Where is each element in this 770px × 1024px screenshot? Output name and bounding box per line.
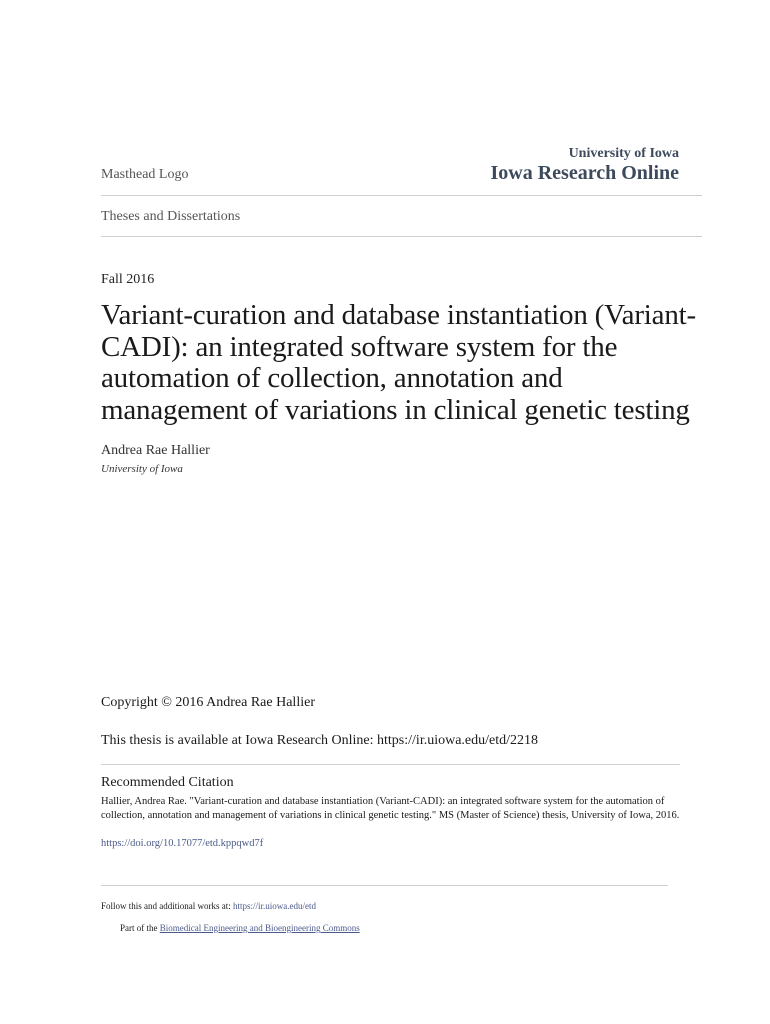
follow-link[interactable]: https://ir.uiowa.edu/etd bbox=[233, 901, 316, 911]
footer-divider bbox=[101, 885, 668, 886]
partof-label: Part of the bbox=[120, 923, 160, 933]
university-name[interactable]: University of Iowa bbox=[568, 146, 679, 161]
partof-line bbox=[120, 923, 360, 933]
series-divider bbox=[101, 236, 702, 237]
document-title[interactable]: Variant-curation and database instantiation (Variant-CADI): an integrated software system for the automation of collection, annotation and management of variations in clinical genetic testing bbox=[101, 299, 696, 426]
repository-name[interactable]: Iowa Research Online bbox=[490, 162, 679, 184]
citation-text: Hallier, Andrea Rae. "Variant-curation and database instantiation (Variant-CADI): an integrated software system for the automation of collection, annotation and management of variations in clinical genetic testing." MS (Master of Science) thesis, University of Iowa, 2016. bbox=[101, 796, 680, 821]
copyright-notice: Copyright © 2016 Andrea Rae Hallier bbox=[101, 695, 315, 710]
author-affiliation: University of Iowa bbox=[101, 463, 183, 475]
partof-link[interactable]: Biomedical Engineering and Bioengineering Commons bbox=[159, 923, 360, 933]
citation-divider bbox=[101, 764, 680, 765]
masthead-logo[interactable]: Masthead Logo bbox=[101, 167, 189, 182]
header-divider bbox=[101, 195, 702, 196]
author-name[interactable]: Andrea Rae Hallier bbox=[101, 443, 210, 458]
series-link[interactable]: Theses and Dissertations bbox=[101, 209, 241, 224]
availability-statement: This thesis is available at Iowa Research Online: https://ir.uiowa.edu/etd/2218 bbox=[101, 733, 539, 748]
publication-date: Fall 2016 bbox=[101, 272, 155, 287]
follow-line bbox=[101, 901, 316, 911]
follow-label: Follow this and additional works at: bbox=[101, 901, 233, 911]
citation-heading: Recommended Citation bbox=[101, 775, 234, 790]
doi-link[interactable]: https://doi.org/10.17077/etd.kppqwd7f bbox=[101, 838, 264, 849]
